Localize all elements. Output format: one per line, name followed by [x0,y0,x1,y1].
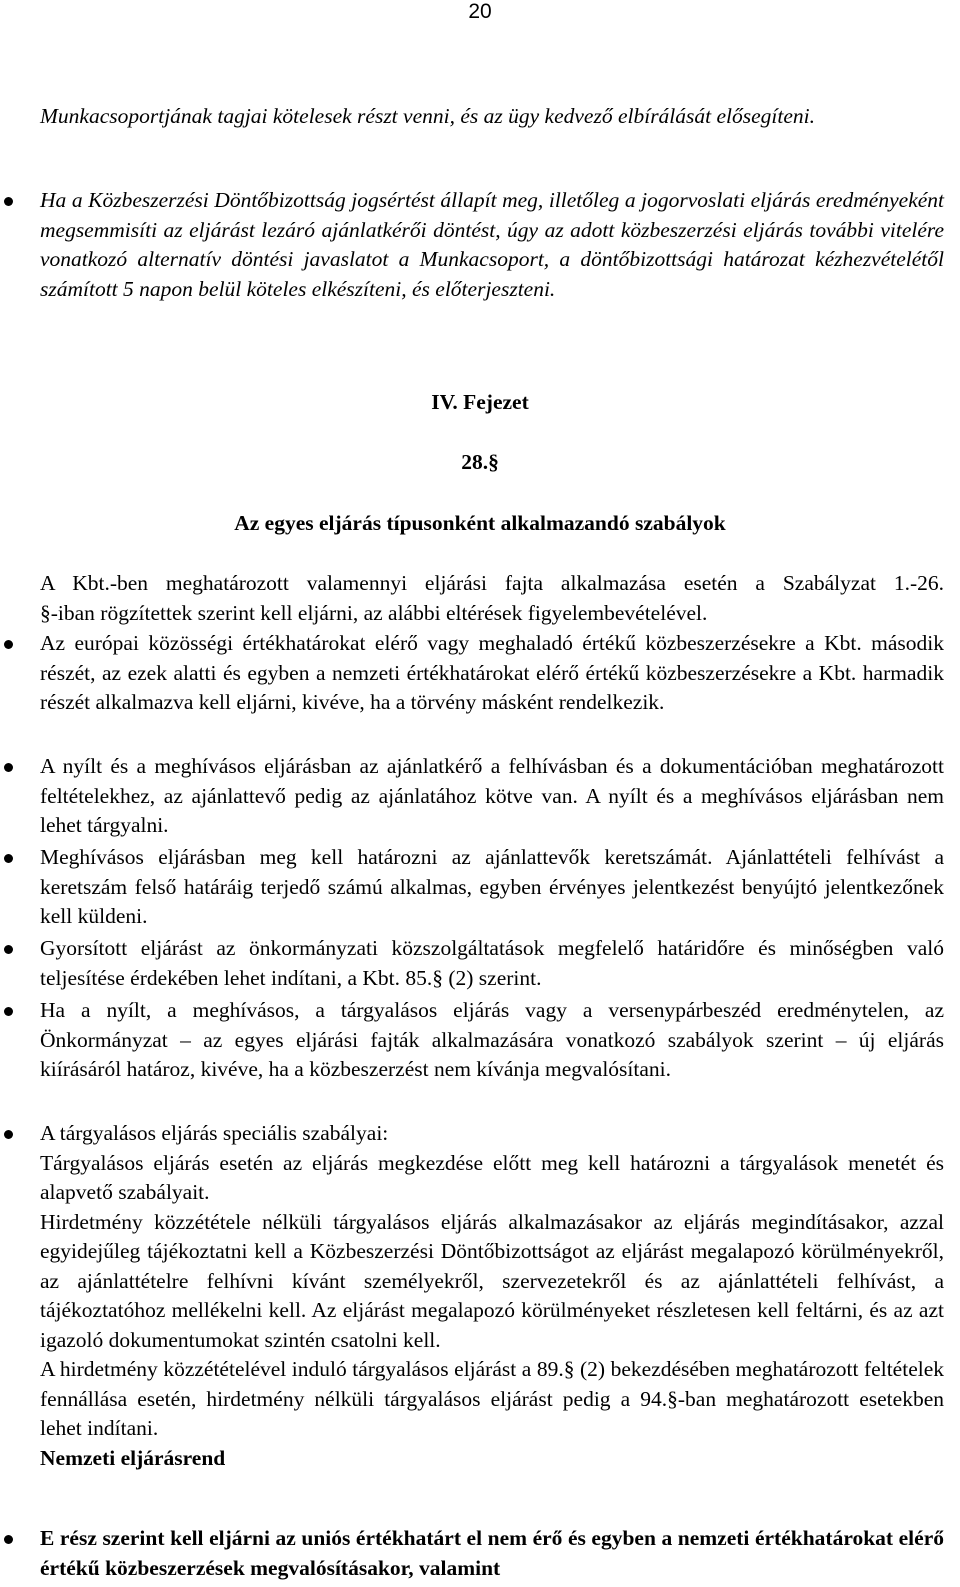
section-number [0,448,960,478]
section-heading: Az egyes eljárás típusonként alkalmazandó szabályok [234,511,726,535]
national-procedure-title: Nemzeti eljárásrend [40,1445,226,1470]
list-item-text: E rész szerint kell eljárni az uniós értékhatárt el nem érő és egyben a nemzeti értékhatárokat elérő értékű közbeszerzések megvalósításakor, valamint [40,1526,944,1580]
negotiated-paragraph-3: A hirdetmény közzétételével induló tárgyalásos eljárást a 89.§ (2) bekezdésében meghatározott feltételek fennállása esetén, hirdetmény nélküli tárgyalásos eljárást pedig a 94.§-ban meghatározott esetekben lehet indítani. [40,1357,944,1440]
chapter-title: IV. Fejezet [431,390,529,414]
list-item [0,934,944,993]
intro-paragraph [40,102,944,132]
page-number: 20 [468,0,492,23]
negotiated-title: A tárgyalásos eljárás speciális szabályai: [40,1121,389,1145]
intro-bullet-item [0,186,944,304]
list-item-text: Az európai közösségi értékhatárokat elérő vagy meghaladó értékű közbeszerzésekre a Kbt. második részét, az ezek alatti és egyben a nemzeti értékhatárokat elérő értékű közbeszerzésekre a Kbt. harmadik részét alkalmazva kell eljárni, kivéve, ha a törvény másként rendelkezik. [40,631,944,714]
main-paragraph-line-2: §-iban rögzítettek szerint kell eljárni, az alábbi eltérések figyelembevételével. [40,600,708,625]
bullet-icon [4,1130,13,1139]
main-paragraph-line-1: A Kbt.-ben meghatározott valamennyi eljárási fajta alkalmazása esetén a Szabályzat 1.-26. [40,571,944,595]
list-item-text: Gyorsított eljárást az önkormányzati közszolgáltatások megfelelő határidőre és minőségben való teljesítése érdekében lehet indítani, a Kbt. 85.§ (2) szerint. [40,936,944,990]
list-item [0,1119,944,1473]
intro-text: Munkacsoportjának tagjai kötelesek részt venni, és az ügy kedvező elbírálását elősegíteni. [40,104,816,128]
list-item [0,629,944,718]
negotiated-paragraph-1: Tárgyalásos eljárás esetén az eljárás megkezdése előtt meg kell határozni a tárgyalások menetét és alapvető szabályait. [40,1150,944,1204]
list-item-text: Ha a nyílt, a meghívásos, a tárgyalásos eljárás vagy a versenypárbeszéd eredménytelen, az Önkormányzat – az egyes eljárási fajták alkalmazására vonatkozó szabályok szerint – új eljárás kiírásáról határoz, kivéve, ha a közbeszerzést nem kívánja megvalósítani. [40,998,944,1081]
bullet-icon [4,1007,13,1016]
bullet-icon [4,854,13,863]
bullet-icon [4,640,13,649]
intro-bullet-text: Ha a Közbeszerzési Döntőbizottság jogsértést állapít meg, illetőleg a jogorvoslati eljárás eredményeként megsemmisíti az eljárást lezáró ajánlatkérői döntést, úgy az adott közbeszerzési eljárás további vitelére vonatkozó alternatív döntési javaslatot a Munkacsoport, a döntőbizottsági határozat kézhezvételétől számított 5 napon belül köteles elkészíteni, és előterjeszteni. [40,188,944,301]
list-item-text: A nyílt és a meghívásos eljárásban az ajánlatkérő a felhívásban és a dokumentációban meghatározott feltételekhez, az ajánlattevő pedig az ajánlatához kötve van. A nyílt és a meghívásos eljárásban nem lehet tárgyalni. [40,754,944,837]
list-item-text: Meghívásos eljárásban meg kell határozni az ajánlattevők keretszámát. Ajánlattételi felhívást a keretszám felső határáig terjedő számú alkalmas, egyben érvényes jelentkezést benyújtó jelentkezőnek kell küldeni. [40,845,944,928]
bullet-icon [4,763,13,772]
list-item [0,1524,944,1583]
section-mark: § [488,450,499,474]
section-number-text: 28. [461,450,489,474]
bullet-icon [4,197,13,206]
bullet-icon [4,945,13,954]
negotiated-paragraph-2: Hirdetmény közzététele nélküli tárgyalásos eljárás alkalmazásakor az eljárás megindításakor, azzal egyidejűleg tájékoztatni kell a Közbeszerzési Döntőbizottságot az eljárást megalapozó körülményekről, az ajánlattételre felhívni kívánt személyekről, szervezetekről és az ajánlattételi felhívást, a tájékoztatóhoz mellékelni kell. Az eljárást megalapozó körülményeket részletesen kell feltárni, és az azt igazoló dokumentumokat szintén csatolni kell. [40,1209,944,1352]
list-item [0,843,944,932]
list-item [0,752,944,841]
main-paragraph [40,569,944,628]
list-item [0,996,944,1085]
bullet-icon [4,1535,13,1544]
